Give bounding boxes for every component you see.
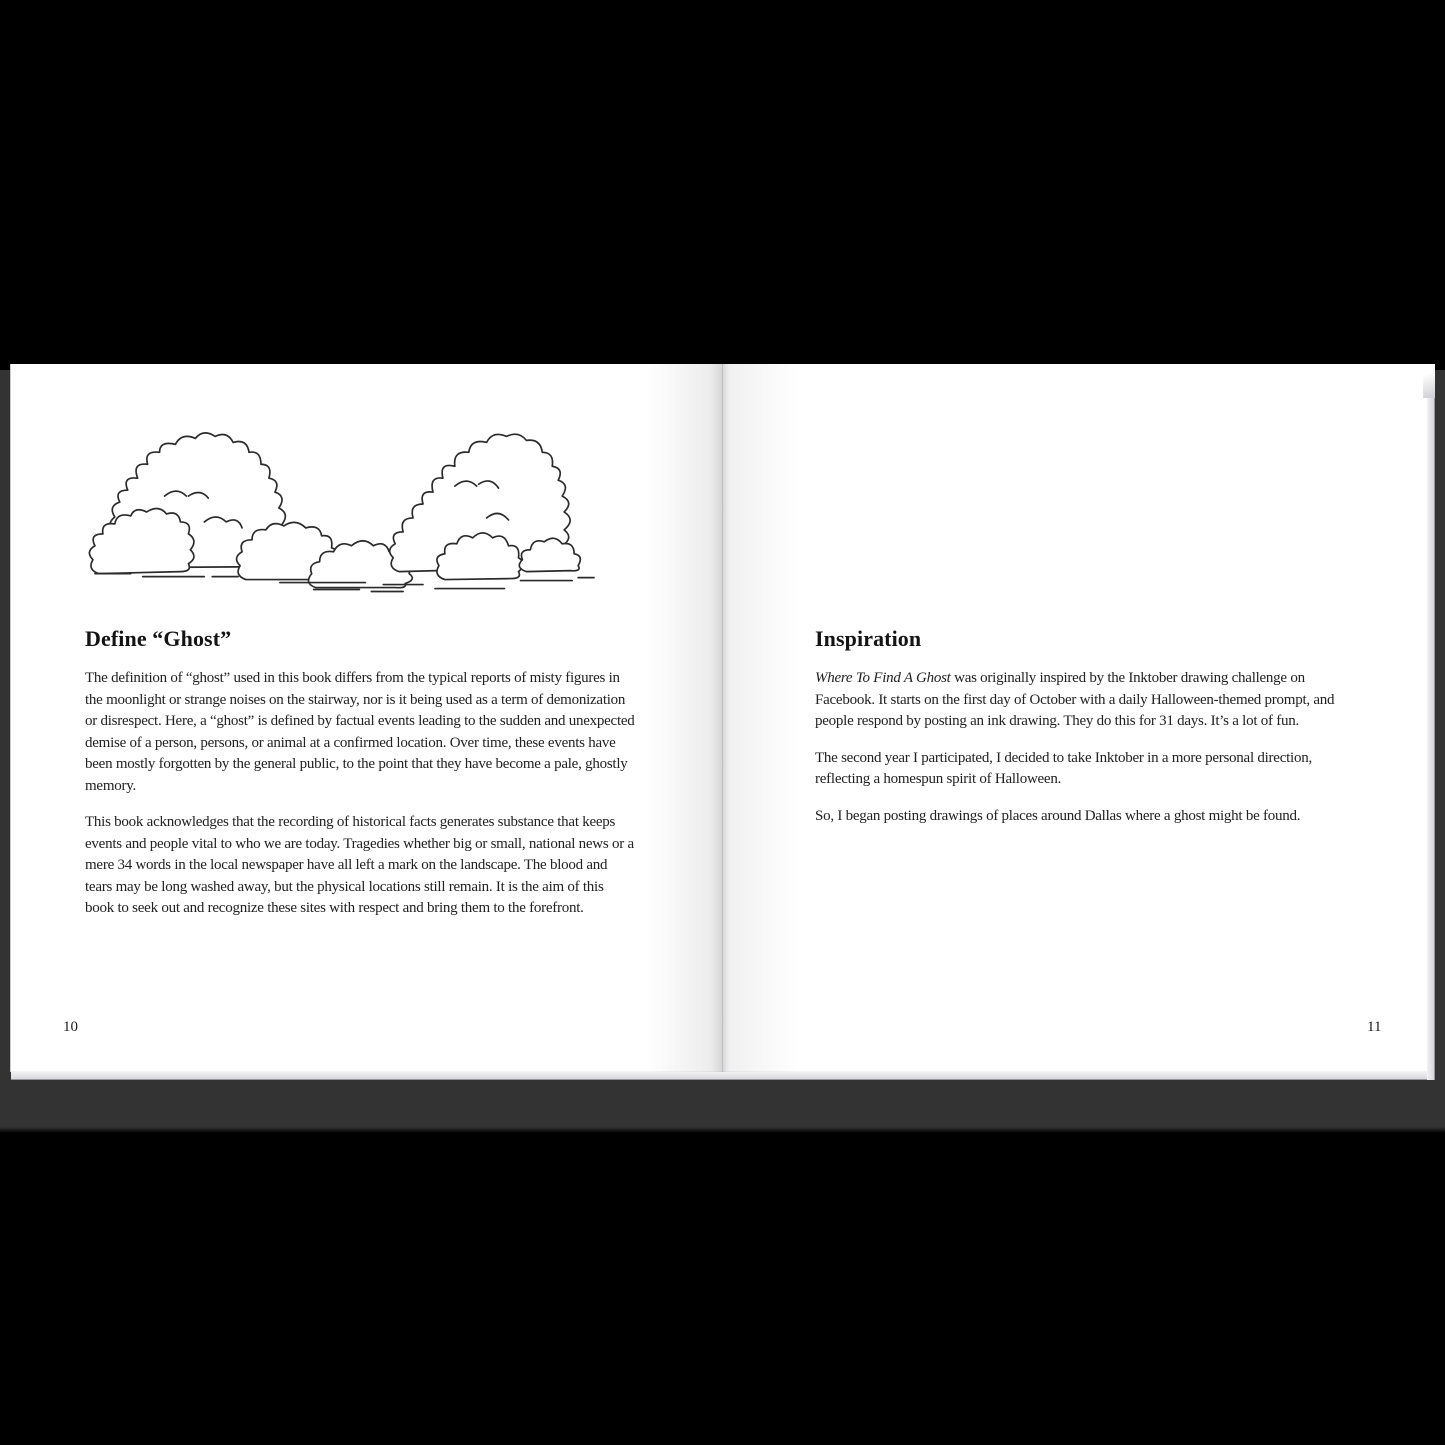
page-right [719,364,1428,1072]
page-edge-bottom [11,1071,1435,1080]
left-page-heading: Define “Ghost” [85,626,232,651]
clouds-illustration [85,422,597,596]
left-page-body [85,668,635,935]
page-number-right: 11 [1367,1019,1382,1035]
body-paragraph: The second year I participated, I decided to take Inktober in a more personal direction, reflecting a homespun spirit of Halloween. [815,749,1312,787]
body-paragraph [815,668,1365,733]
body-paragraph: So, I began posting drawings of places around Dallas where a ghost might be found. [815,807,1301,824]
right-page-body [815,668,1365,842]
paragraph-text: was originally inspired by the Inktober drawing challenge on Facebook. It starts on the first day of October with a daily Halloween-themed prompt, and people respond by posting an ink drawing. They do this for 31 days. It’s a lot of fun. [815,670,1335,729]
right-page-heading: Inspiration [815,626,922,651]
body-paragraph: The definition of “ghost” used in this book differs from the typical reports of misty figures in the moonlight or strange noises on the stairway, nor is it being used as a term of demonization or disrespect. Here, a “ghost” is defined by factual events leading to the sudden and unexpected demise of a person, persons, or animal at a confirmed location. Over time, these events have been mostly forgotten by the general public, to the point that they have become a pale, ghostly memory. [85,670,635,794]
page-edge-right [1427,366,1435,1080]
book-title-italic: Where To Find A Ghost [815,670,951,686]
page-number-left: 10 [63,1019,78,1035]
page-left [11,364,719,1072]
book-spread [10,364,1428,1072]
clouds-ink-drawing-icon [85,422,597,596]
body-paragraph: This book acknowledges that the recording of historical facts generates substance that keeps events and people vital to who we are today. Tragedies whether big or small, national news or a mere 34 words in the local newspaper have all left a mark on the landscape. The blood and tears may be long washed away, but the physical locations still remain. It is the aim of this book to seek out and recognize these sites with respect and bring them to the forefront. [85,814,634,916]
